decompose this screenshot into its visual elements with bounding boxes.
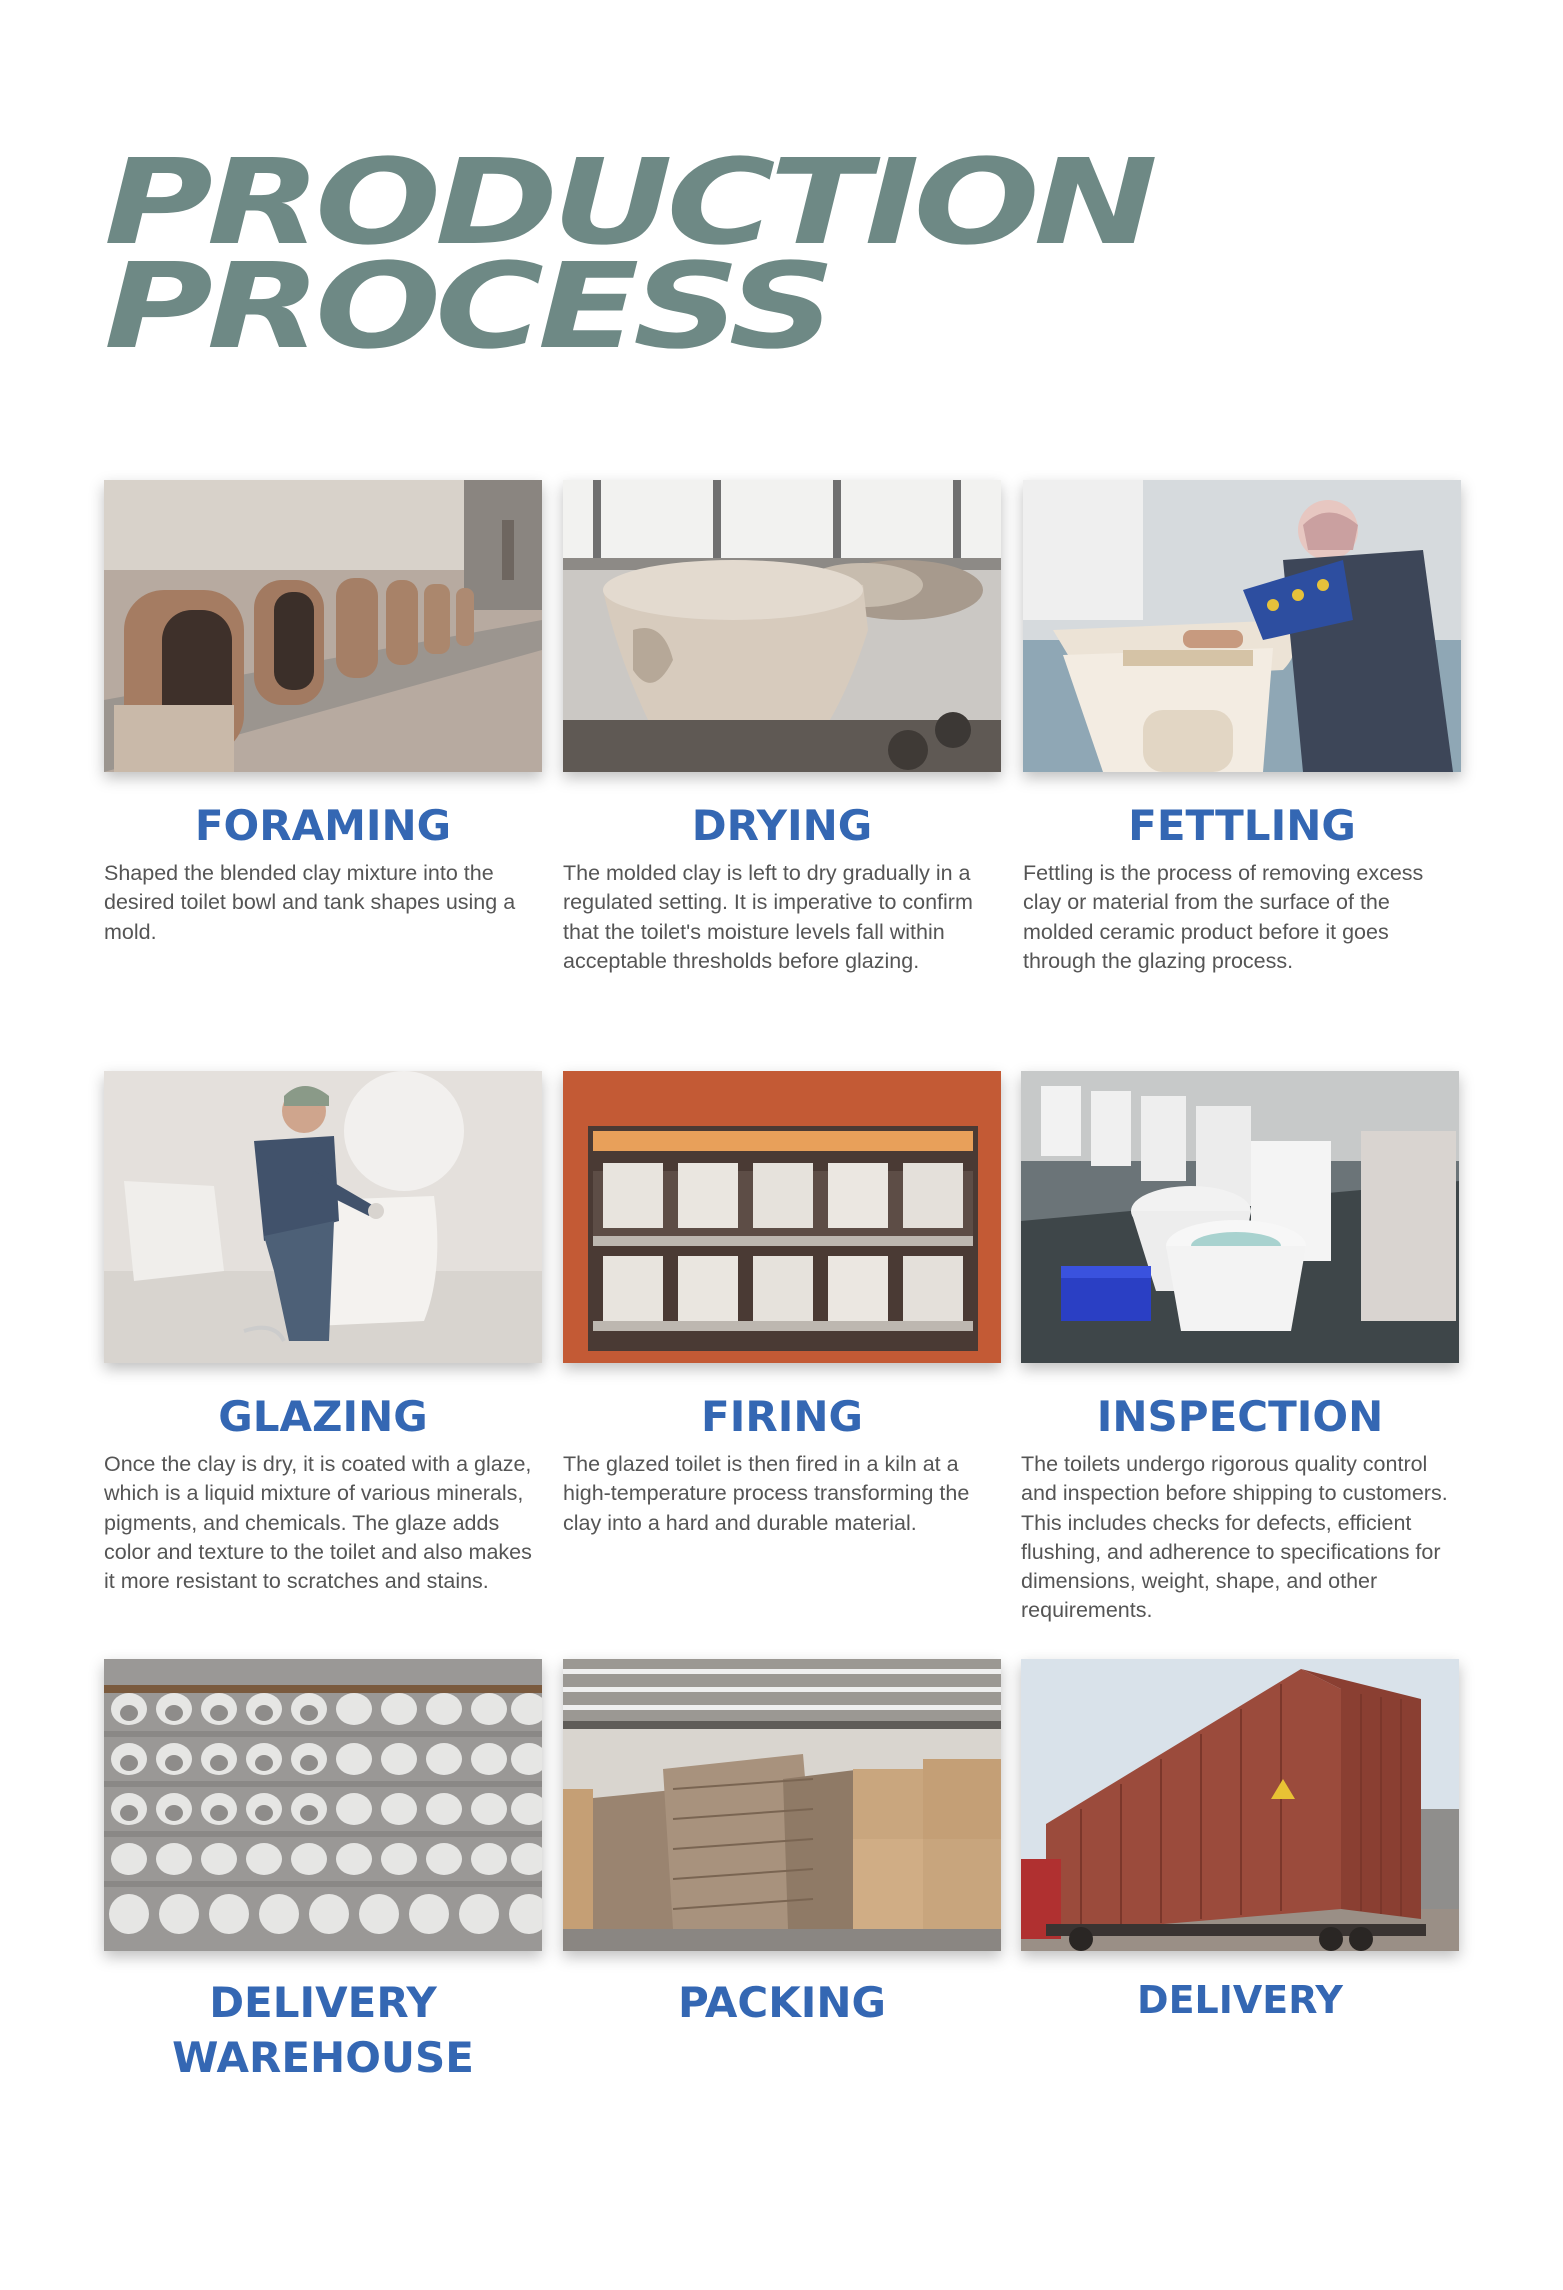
step-title: DRYING [691, 801, 873, 850]
step-description: Fettling is the process of removing excess clay or material from the surface of the molded ceramic product before it goes through the glazing process. [1023, 861, 1424, 973]
step-title: PACKING [677, 1978, 887, 2027]
firing-photo [563, 1071, 1001, 1363]
step-title: FIRING [701, 1392, 863, 1441]
page-title [104, 133, 1152, 375]
page-title-line2: PROCESS [104, 237, 830, 375]
fettling-photo [1023, 480, 1461, 772]
step-title: FORAMING [194, 801, 452, 850]
step-description: The toilets undergo rigorous quality control and inspection before shipping to customers. This includes checks for defects, efficient flushing, and adherence to specifications for dimensions, weight, shape, and other requirements. [1021, 1452, 1448, 1623]
step-title [104, 1975, 542, 2085]
step-description: The glazed toilet is then fired in a kiln at a high-temperature process transforming the clay into a hard and durable material. [563, 1452, 970, 1535]
step-title: INSPECTION [1096, 1392, 1384, 1441]
step-title-line1: DELIVERY [209, 1978, 437, 2027]
step-title: DELIVERY [1137, 1978, 1343, 2022]
glazing-photo [104, 1071, 542, 1363]
container-photo [1021, 1659, 1459, 1951]
step-description: Once the clay is dry, it is coated with a glaze, which is a liquid mixture of various minerals, pigments, and chemicals. The glaze adds color and texture to the toilet and also makes it more resistant to scratches and stains. [104, 1452, 532, 1594]
inspection-photo [1021, 1071, 1459, 1363]
step-title: GLAZING [218, 1392, 428, 1441]
warehouse-photo [104, 1659, 542, 1951]
step-title-line2: WAREHOUSE [172, 2033, 474, 2082]
packing-photo [563, 1659, 1001, 1951]
forming-photo [104, 480, 542, 772]
drying-photo [563, 480, 1001, 772]
page-title-line1: PRODUCTION [104, 133, 1152, 271]
step-description: The molded clay is left to dry gradually in a regulated setting. It is imperative to confirm that the toilet's moisture levels fall within acceptable thresholds before glazing. [563, 861, 973, 973]
step-title: FETTLING [1128, 801, 1356, 850]
step-description: Shaped the blended clay mixture into the desired toilet bowl and tank shapes using a mold. [104, 861, 516, 944]
